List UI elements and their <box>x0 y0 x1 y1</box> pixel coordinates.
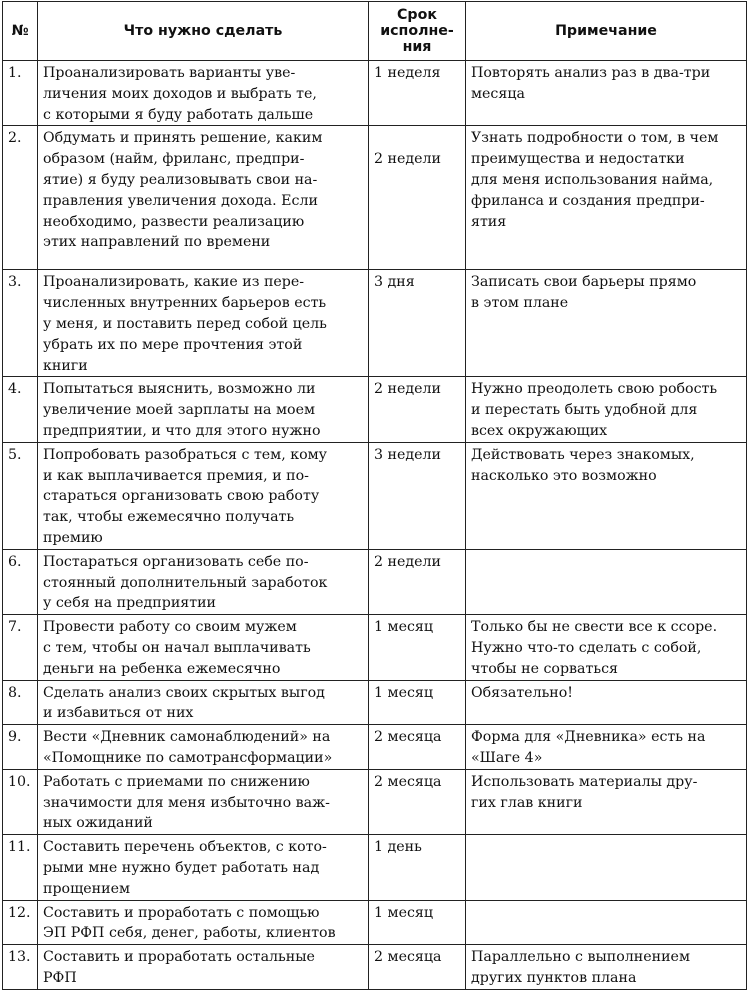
row-note: Использовать материалы дру- гих глав книги <box>466 769 747 834</box>
row-term: 2 недели <box>369 126 466 270</box>
table-row <box>3 61 747 126</box>
row-note <box>466 900 747 945</box>
row-number: 8. <box>3 680 38 725</box>
row-task: Провести работу со своим мужем с тем, чтобы он начал выплачивать деньги на ребенка ежемесячно <box>38 615 369 680</box>
table-row <box>3 680 747 725</box>
row-task: Проанализировать, какие из пере- численных внутренних барьеров есть у меня, и поставить перед собой цель убрать их по мере прочтения этой книги <box>38 270 369 377</box>
row-task: Составить и проработать остальные РФП <box>38 945 369 990</box>
row-term: 1 месяц <box>369 615 466 680</box>
row-task: Составить перечень объектов, с кото- рыми мне нужно будет работать над прощением <box>38 835 369 900</box>
row-term: 3 недели <box>369 442 466 549</box>
table-row <box>3 945 747 990</box>
header-number: № <box>3 2 38 61</box>
header-note: Примечание <box>466 2 747 61</box>
row-term: 2 недели <box>369 377 466 442</box>
table-row <box>3 549 747 614</box>
row-number: 12. <box>3 900 38 945</box>
table-row <box>3 126 747 270</box>
row-note: Записать свои барьеры прямо в этом плане <box>466 270 747 377</box>
table-row <box>3 615 747 680</box>
table-row <box>3 835 747 900</box>
row-number: 11. <box>3 835 38 900</box>
row-task: Работать с приемами по снижению значимости для меня избыточно важ- ных ожиданий <box>38 769 369 834</box>
row-number: 5. <box>3 442 38 549</box>
row-note: Обязательно! <box>466 680 747 725</box>
row-number: 10. <box>3 769 38 834</box>
row-number: 3. <box>3 270 38 377</box>
row-number: 1. <box>3 61 38 126</box>
row-note <box>466 549 747 614</box>
header-term: Срок исполне- ния <box>369 2 466 61</box>
table-row <box>3 270 747 377</box>
row-task: Обдумать и принять решение, каким образом (найм, фриланс, предпри- ятие) я буду реализовывать свои на- правления увеличения дохода. Если необходимо, развести реализацию этих направлений по времени <box>38 126 369 270</box>
table-row <box>3 442 747 549</box>
row-note: Только бы не свести все к ссоре. Нужно что-то сделать с собой, чтобы не сорваться <box>466 615 747 680</box>
row-note <box>466 835 747 900</box>
table-row <box>3 725 747 770</box>
row-task: Сделать анализ своих скрытых выгод и избавиться от них <box>38 680 369 725</box>
row-task: Составить и проработать с помощью ЭП РФП себя, денег, работы, клиентов <box>38 900 369 945</box>
header-task: Что нужно сделать <box>38 2 369 61</box>
row-task: Попробовать разобраться с тем, кому и как выплачивается премия, и по- стараться организовать свою работу так, чтобы ежемесячно получать премию <box>38 442 369 549</box>
row-task: Попытаться выяснить, возможно ли увеличение моей зарплаты на моем предприятии, и что для этого нужно <box>38 377 369 442</box>
table-row <box>3 769 747 834</box>
row-note: Параллельно с выполнением других пунктов плана <box>466 945 747 990</box>
row-term: 1 месяц <box>369 900 466 945</box>
row-term: 2 месяца <box>369 945 466 990</box>
table-header <box>3 2 747 61</box>
row-note: Форма для «Дневника» есть на «Шаге 4» <box>466 725 747 770</box>
row-note: Повторять анализ раз в два-три месяца <box>466 61 747 126</box>
row-term: 1 день <box>369 835 466 900</box>
row-task: Вести «Дневник самонаблюдений» на «Помощнике по самотрансформации» <box>38 725 369 770</box>
table-row <box>3 377 747 442</box>
action-plan-table <box>2 1 747 990</box>
table-body <box>3 61 747 990</box>
row-number: 4. <box>3 377 38 442</box>
row-number: 13. <box>3 945 38 990</box>
row-term: 2 месяца <box>369 769 466 834</box>
table-row <box>3 900 747 945</box>
header-row <box>3 2 747 61</box>
row-term: 3 дня <box>369 270 466 377</box>
row-number: 7. <box>3 615 38 680</box>
row-note: Действовать через знакомых, насколько это возможно <box>466 442 747 549</box>
row-term: 2 недели <box>369 549 466 614</box>
row-task: Постараться организовать себе по- стоянный дополнительный заработок у себя на предприятии <box>38 549 369 614</box>
row-number: 2. <box>3 126 38 270</box>
row-number: 6. <box>3 549 38 614</box>
row-note: Нужно преодолеть свою робость и перестать быть удобной для всех окружающих <box>466 377 747 442</box>
row-term: 1 месяц <box>369 680 466 725</box>
row-number: 9. <box>3 725 38 770</box>
row-term: 2 месяца <box>369 725 466 770</box>
row-task: Проанализировать варианты уве- личения моих доходов и выбрать те, с которыми я буду работать дальше <box>38 61 369 126</box>
row-note: Узнать подробности о том, в чем преимущества и недостатки для меня использования найма, фриланса и создания предпри- ятия <box>466 126 747 270</box>
row-term: 1 неделя <box>369 61 466 126</box>
